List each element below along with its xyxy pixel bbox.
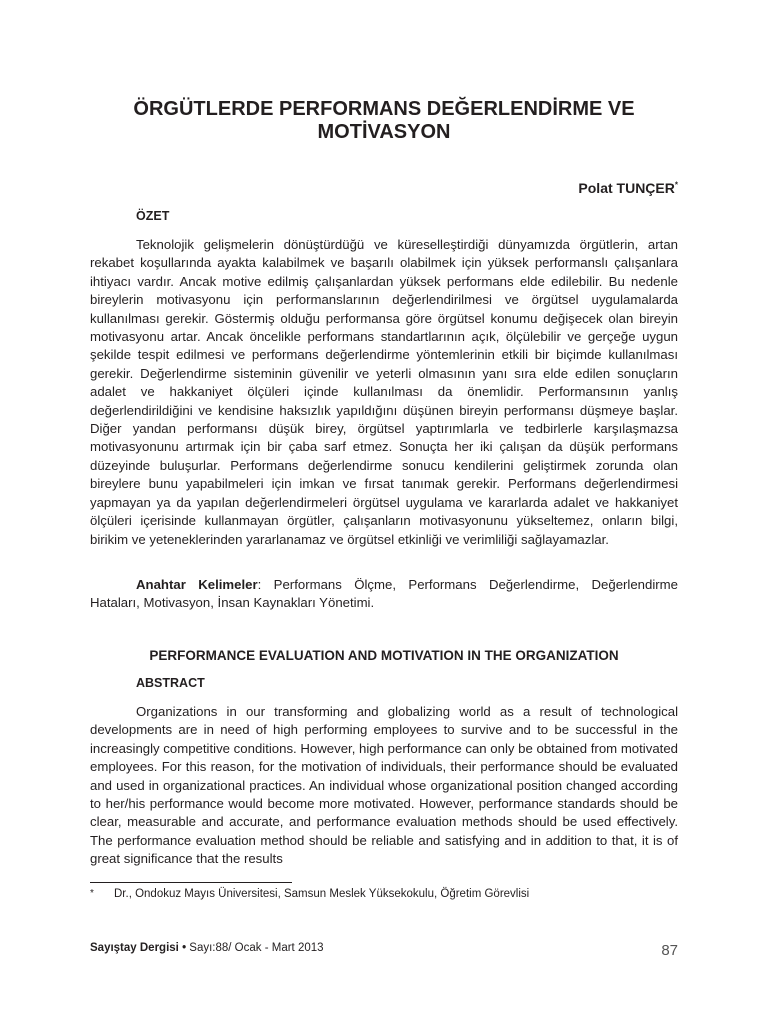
author-line xyxy=(578,180,678,196)
english-title: PERFORMANCE EVALUATION AND MOTIVATION IN THE ORGANIZATION xyxy=(149,648,619,663)
issue-info: Sayı:88/ Ocak - Mart 2013 xyxy=(189,942,324,954)
ozet-heading: ÖZET xyxy=(136,209,170,223)
author-name: Polat TUNÇER xyxy=(578,180,675,196)
abstract-body xyxy=(90,703,678,869)
keywords-text: : Performans Ölçme, Performans Değerlendirme, Değerlendirme Hataları, Motivasyon, İnsan Kaynakları Yönetimi. xyxy=(90,577,678,611)
paper-title xyxy=(90,98,678,144)
keywords-label: Anahtar Kelimeler xyxy=(136,577,258,592)
footnote xyxy=(90,888,529,900)
abstract-body-text: Organizations in our transforming and globalizing world as a result of technological developments are in need of high performing employees to survive and to be successful in the increasingly competitive conditions. However, high performance can only be obtained from motivated employees. For this reason, for the motivation of individuals, their performance should be evaluated and used in organizational practices. An individual whose organizational position changed according to her/his performance would become more motivated. However, performance standards should be clear, measurable and accurate, and performance evaluation methods should be used effectively. The performance evaluation method should be reliable and satisfying and in addition to that, it is of great significance that the results xyxy=(90,704,678,867)
author-footnote-mark: * xyxy=(674,180,678,190)
keywords-paragraph xyxy=(90,576,678,613)
running-footer xyxy=(90,942,324,954)
footnote-text: Dr., Ondokuz Mayıs Üniversitesi, Samsun Meslek Yüksekokulu, Öğretim Görevlisi xyxy=(114,888,530,900)
footer-bullet: • xyxy=(182,942,187,954)
footnote-divider xyxy=(90,882,292,883)
paper-title-line-1: ÖRGÜTLERDE PERFORMANS DEĞERLENDİRME VE xyxy=(133,98,635,120)
journal-name: Sayıştay Dergisi xyxy=(90,942,179,954)
ozet-body xyxy=(90,236,678,549)
paper-title-line-2: MOTİVASYON xyxy=(317,121,451,143)
footnote-mark: * xyxy=(90,888,94,899)
ozet-body-text: Teknolojik gelişmelerin dönüştürdüğü ve küreselleştirdiği dünyamızda örgütlerin, artan rekabet koşullarında ayakta kalabilmek ve başarılı olabilmek için yüksek performanslı çalışanlara ihtiyacı vardır. Ancak motive edilmiş çalışanlardan yüksek performans elde edilebilir. Bu nedenle bireylerin motivasyonu için performanslarının değerlendirilmesi ve örgütsel uygulamalarda kullanılması gerekir. Göstermiş olduğu performansa göre örgütsel konumu değişecek olan bireyin motivasyonu artar. Ancak öncelikle performans standartlarının açık, ölçülebilir ve gerçeğe uygun şekilde tespit edilmesi ve performans değerlendirme yöntemlerinin etkili bir biçimde kullanılması gerekir. Değerlendirme sisteminin güvenilir ve yeterli olmasının yanı sıra elde edilen sonuçların adalet ve hakkaniyet ölçüleri içinde kullanılması da önemlidir. Performansının yanlış değerlendirildiğini ve kendisine haksızlık yapıldığını düşünen bireyin performansı düşmeye başlar. Diğer yandan performansı düşük birey, örgütsel yaptırımlarla ve tedbirlerle karşılaşmazsa motivasyonunu artırmak için bir çaba sarf etmez. Sonuçta her iki çalışan da düşük performans düzeyinde buluşurlar. Performans değerlendirme sonucu kendilerini geliştirmek zorunda olan bireylere bunu yapabilmeleri için imkan ve fırsat tanımak gerekir. Performans değerlendirmesi yapmayan ya da yapılan değerlendirmeleri örgütsel uygulama ve kararlarda adalet ve hakkaniyet ölçüleri içerisinde kullanmayan örgütler, çalışanların motivasyonunu yükseltemez, onların bilgi, birikim ve yeteneklerinden yararlanamaz ve örgütsel etkinliği ve verimliliği sağlayamazlar. xyxy=(90,237,678,547)
abstract-heading: ABSTRACT xyxy=(136,676,205,690)
page-number: 87 xyxy=(661,942,678,959)
